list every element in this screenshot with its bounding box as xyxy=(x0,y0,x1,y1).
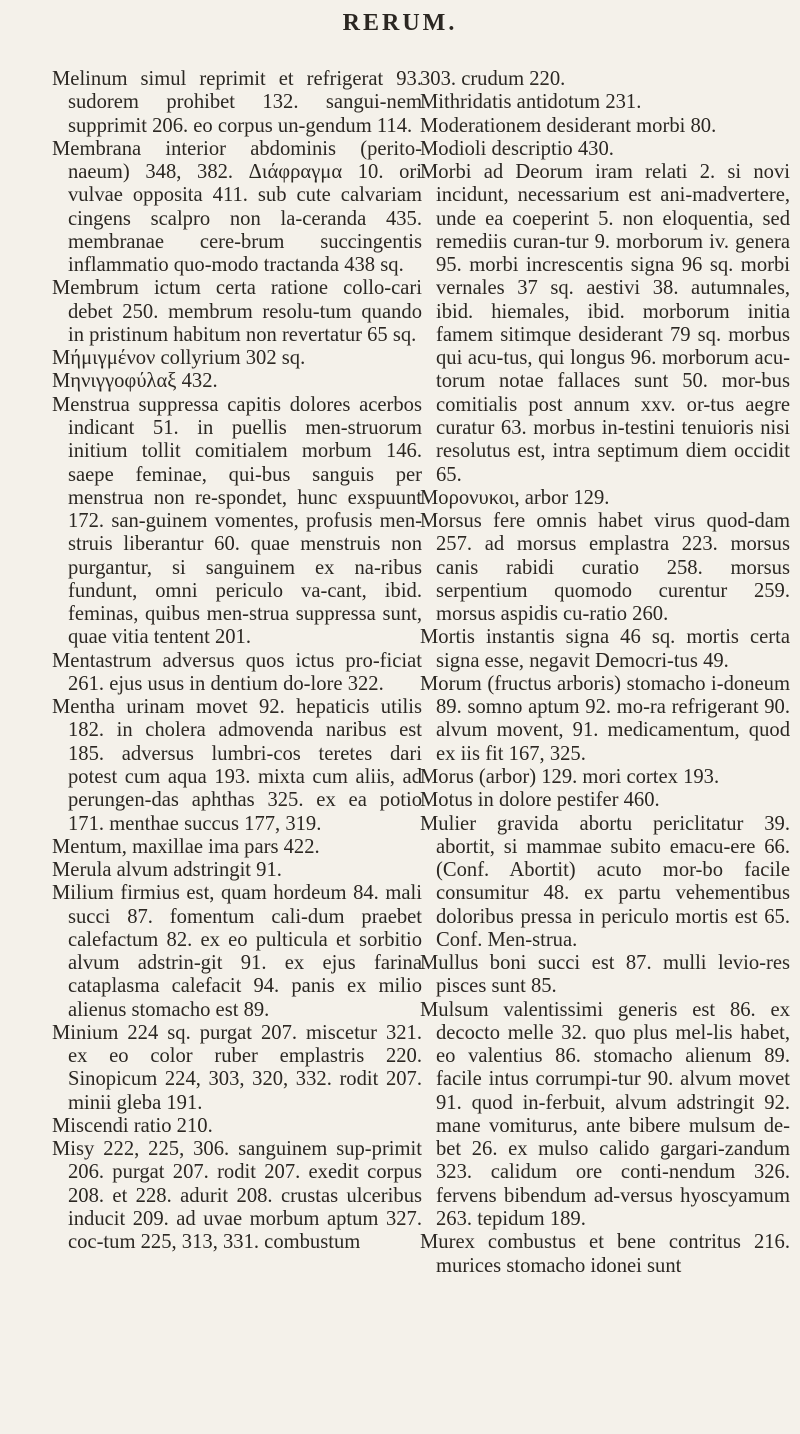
index-entry: Morbi ad Deorum iram relati 2. si novi incidunt, necessarium est ani-madvertere, unde ea coeperint 5. non eloquentia, sed remediis curan-tur 9. morborum iv. genera 95. morbi increscentis signa 96 sq. morbi vernales 37 sq. aestivi 38. autumnales, ibid. hiemales, ibid. morborum initia famem sitimque desiderant 79 sq. morbus qui acu-tus, qui longus 96. morborum acu-torum notae fallaces sunt 50. mor-bus comitialis post annum xxv. or-tus aegre curatur 63. morbus in-testini tenuioris nisi resolutus est, intra septimum diem occidit 65. xyxy=(420,161,790,486)
right-column xyxy=(420,68,790,1418)
index-entry: Mullus boni succi est 87. mulli levio-res pisces sunt 85. xyxy=(420,952,790,998)
index-entry: Mulier gravida abortu periclitatur 39. abortit, si mammae subito emacu-ere 66. (Conf. Abortit) acuto mor-bo facile consumitur 48. ex partu vehementibus doloribus pressa in periculo mortis est 65. Conf. Men-strua. xyxy=(420,812,790,951)
index-entry: Merula alvum adstringit 91. xyxy=(52,859,282,882)
index-entry: Mentastrum adversus quos ictus pro-ficiat 261. ejus usus in dentium do-lore 322. xyxy=(52,649,422,695)
index-entry: Miscendi ratio 210. xyxy=(52,1114,213,1137)
index-entry: Melinum simul reprimit et refrigerat 93. sudorem prohibet 132. sangui-nem supprimit 206. eo corpus un-gendum 114. xyxy=(52,68,422,137)
running-head: RERUM. xyxy=(342,10,458,36)
index-entry: Mulsum valentissimi generis est 86. ex decocto melle 32. quo plus mel-lis habet, eo valentius 86. stomacho alienum 89. facile intus corrumpi-tur 90. alvum movet 91. quod in-ferbuit, alvum adstringit 92. mane vomiturus, ante bibere mulsum de-bet 26. ex mulso calido gargari-zandum 323. calidum ore conti-nendum 326. fervens bibendum ad-versus hyoscyamum 263. tepidum 189. xyxy=(420,998,790,1231)
index-entry: Mentha urinam movet 92. hepaticis utilis 182. in cholera admovenda naribus est 185. adversus lumbri-cos teretes dari potest cum aqua 193. mixta cum aliis, ad perungen-das aphthas 325. ex ea potio 171. menthae succus 177, 319. xyxy=(52,696,422,835)
left-column xyxy=(52,68,422,1418)
index-entry: Murex combustus et bene contritus 216. murices stomacho idonei sunt xyxy=(420,1231,790,1277)
index-entry: Misy 222, 225, 306. sanguinem sup-primit 206. purgat 207. rodit 207. exedit corpus 208. et 228. adurit 208. crustas ulceribus inducit 209. ad uvae morbum aptum 327. coc-tum 225, 313, 331. combustum xyxy=(52,1138,422,1254)
index-entry: Moderationem desiderant morbi 80. xyxy=(420,114,717,137)
index-entry: Μορονυκοι, arbor 129. xyxy=(420,486,610,509)
index-entry: Menstrua suppressa capitis dolores acerbos indicant 51. in puellis men-struorum initium tollit comitialem morbum 146. saepe feminae, qui-bus sanguis per menstrua non re-spondet, hunc exspuunt 172. san-guinem vomentes, profusis men-struis liberantur 60. quae menstruis non purgantur, si sanguinem ex na-ribus fundunt, omni periculo va-cant, ibid. feminas, quibus men-strua suppressa sunt, quae vitia tentent 201. xyxy=(52,393,422,649)
index-entry: Motus in dolore pestifer 460. xyxy=(420,789,660,812)
index-entry: Mithridatis antidotum 231. xyxy=(420,91,642,114)
index-entry: Minium 224 sq. purgat 207. miscetur 321. ex eo color ruber emplastris 220. Sinopicum 224, 303, 320, 332. rodit 207. minii gleba 191. xyxy=(52,1021,422,1114)
index-entry: Morsus fere omnis habet virus quod-dam 257. ad morsus emplastra 223. morsus canis rabidi curatio 258. morsus serpentium quomodo curentur 259. morsus aspidis cu-ratio 260. xyxy=(420,510,790,626)
index-entry: Mortis instantis signa 46 sq. mortis certa signa esse, negavit Democri-tus 49. xyxy=(420,626,790,672)
index-entry: Morum (fructus arboris) stomacho i-doneum 89. somno aptum 92. mo-ra refrigerant 90. alvum movent, 91. medicamentum, quod ex iis fit 167, 325. xyxy=(420,672,790,765)
index-entry: Μήμιγμένον collyrium 302 sq. xyxy=(52,347,306,370)
index-entry: Membrum ictum certa ratione collo-cari debet 250. membrum resolu-tum quando in pristinum habitum non revertatur 65 sq. xyxy=(52,277,422,346)
index-entry: Membrana interior abdominis (perito-naeum) 348, 382. Διάφραγμα 10. ori vulvae opposita 411. sub cute calvariam cingens scalpro non la-ceranda 435. membranae cere-brum succingentis inflammatio quo-modo tractanda 438 sq. xyxy=(52,137,422,277)
index-entry: Milium firmius est, quam hordeum 84. mali succi 87. fomentum cali-dum praebet calefactum 82. ex eo pulticula et sorbitio alvum adstrin-git 91. ex ejus farina cataplasma calefacit 94. panis ex milio alienus stomacho est 89. xyxy=(52,882,422,1021)
index-entry: 303. crudum 220. xyxy=(420,68,566,90)
index-entry: Modioli descriptio 430. xyxy=(420,137,614,160)
index-columns xyxy=(24,68,790,1418)
index-entry: Μηνιγγοφύλαξ 432. xyxy=(52,370,218,393)
index-entry: Morus (arbor) 129. mori cortex 193. xyxy=(420,765,720,788)
index-entry: Mentum, maxillae ima pars 422. xyxy=(52,835,320,858)
